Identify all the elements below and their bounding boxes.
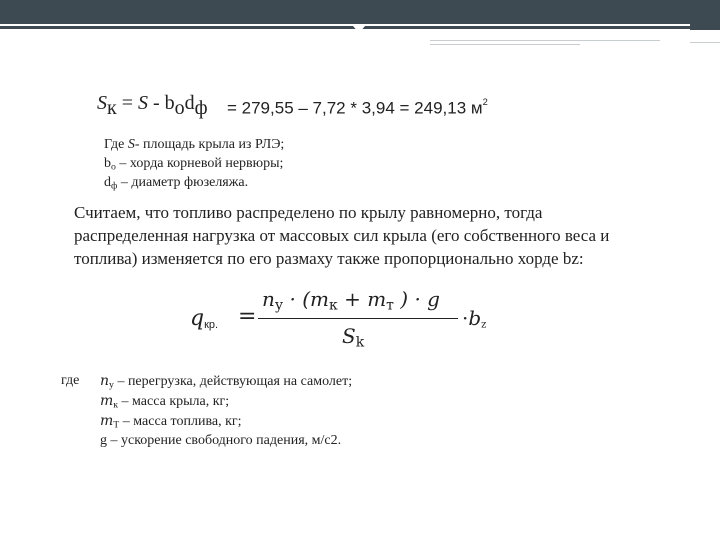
legend-text: – масса топлива, кг; [122, 414, 242, 429]
formula-result [227, 97, 488, 118]
formula-symbol: q [190, 306, 205, 331]
header-bar [0, 0, 720, 24]
header-corner [690, 0, 720, 30]
formula-text: + m [337, 287, 387, 311]
formula-numerator [262, 287, 440, 314]
formula-superscript: 2 [482, 97, 488, 107]
formula-symbol: n [262, 287, 275, 311]
formula-subscript: ф [194, 97, 208, 119]
decor-line [690, 42, 720, 43]
decor-line [430, 40, 660, 41]
formula-subscript: у [274, 297, 284, 314]
formula-lhs [190, 306, 218, 331]
definition-subscript: ф [111, 180, 118, 192]
legend-text: – ускорение свободного падения, м/с2. [110, 433, 342, 448]
legend-subscript: Т [113, 419, 120, 431]
formula-denominator [342, 324, 364, 351]
legend-item [100, 373, 352, 390]
formula-text: · [462, 306, 469, 330]
formula-subscript: k [355, 334, 365, 351]
header-notch [353, 26, 365, 33]
formula-subscript: т [386, 297, 394, 314]
formula-rhs [462, 306, 486, 331]
formula-subscript: к [328, 297, 338, 314]
legend-item [100, 413, 242, 430]
body-paragraph: Считаем, что топливо распределено по крылу равномерно, тогда распределенная нагрузка от массовых сил крыла (его собственного веса и топлива) изменяется по его размаху также пропорционально хорде bz: [74, 203, 610, 268]
legend-text: – масса крыла, кг; [121, 394, 230, 409]
legend-item [100, 393, 229, 410]
formula-subscript: o [174, 97, 185, 119]
legend-symbol: m [100, 413, 114, 429]
legend-symbol: n [100, 373, 110, 389]
definition-subscript: о [111, 161, 116, 173]
definition-symbol: b [104, 156, 111, 171]
formula-result-text: = 279,55 – 7,72 * 3,94 = 249,13 м [227, 98, 483, 118]
legend-subscript: к [113, 399, 119, 411]
definition-symbol: d [104, 175, 111, 190]
legend-symbol: g [100, 433, 107, 448]
definition-prefix: Где [104, 137, 128, 152]
formula-symbol: b [468, 306, 482, 330]
formula-text: - b [148, 92, 175, 114]
formula-symbol: S [138, 92, 148, 114]
formula-text: · (m [283, 287, 329, 311]
fraction-bar [258, 318, 458, 319]
definition-line [104, 156, 283, 172]
definition-line [104, 137, 284, 153]
legend-symbol: m [100, 393, 114, 409]
formula-text: ) · g [393, 287, 440, 311]
decor-line [430, 44, 580, 45]
formula-subscript: z [481, 319, 487, 331]
formula-text: d [184, 92, 195, 114]
formula-symbol: S [97, 92, 107, 114]
definition-text: - площадь крыла из РЛЭ; [134, 137, 285, 152]
legend-where: где [61, 373, 80, 388]
formula-text: = [116, 92, 138, 114]
legend-item [100, 433, 341, 449]
legend-text: – перегрузка, действующая на самолет; [117, 374, 353, 389]
formula-subscript: к [107, 97, 117, 119]
formula-area [97, 92, 208, 120]
formula-subscript: кр. [204, 318, 219, 331]
definition-line [104, 175, 248, 191]
legend-subscript: у [109, 379, 114, 391]
formula-equals: = [238, 304, 257, 329]
definition-text: – диаметр фюзеляжа. [117, 175, 249, 190]
formula-symbol: S [342, 324, 356, 348]
definition-symbol: S [127, 137, 135, 152]
definition-text: – хорда корневой нервюры; [115, 156, 284, 171]
